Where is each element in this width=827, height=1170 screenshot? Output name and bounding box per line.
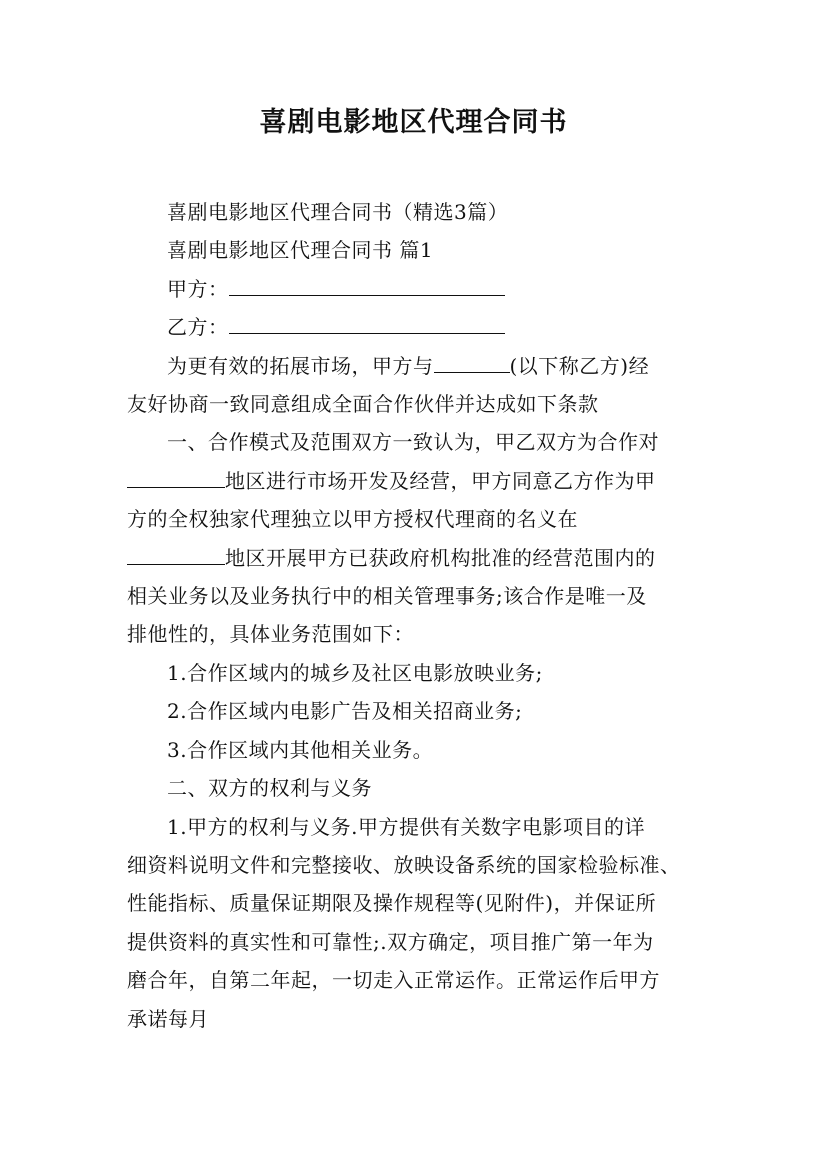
intro-blank [434,350,510,373]
intro-text-1a: 为更有效的拓展市场，甲方与 [167,353,434,378]
clause2-line-4: 提供资料的真实性和可靠性;.双方确定，项目推广第一年为 [127,929,654,954]
clause2-line-2: 细资料说明文件和完整接收、放映设备系统的国家检验标准、 [127,852,681,877]
intro-text-1b: (以下称乙方)经 [509,353,650,378]
party-b-label: 乙方： [167,315,229,340]
region-blank-1 [127,465,225,488]
party-a-label: 甲方： [167,276,229,301]
party-a-line [127,270,703,308]
clause1-text-4: 地区开展甲方已获政府机构批准的经营范围内的 [225,545,656,570]
list-item-2: 2.合作区域内电影广告及相关招商业务; [167,699,523,724]
clause2-line-1: 1.甲方的权利与义务.甲方提供有关数字电影项目的详 [167,814,645,839]
intro-line-1 [127,347,703,385]
document-body [127,193,703,1038]
document-title: 喜剧电影地区代理合同书 [259,107,568,138]
clause2-line-3: 性能指标、质量保证期限及操作规程等(见附件)，并保证所 [127,891,657,916]
list-item-1: 1.合作区域内的城乡及社区电影放映业务; [167,660,543,685]
list-item-3: 3.合作区域内其他相关业务。 [167,737,434,762]
clause2-heading: 二、双方的权利与义务 [167,776,372,801]
clause1-line-5: 相关业务以及业务执行中的相关管理事务;该合作是唯一及 [127,584,647,609]
party-b-line [127,308,703,346]
region-blank-2 [127,542,225,565]
clause1-line-4 [127,539,703,577]
clause1-text-2: 地区进行市场开发及经营，甲方同意乙方作为甲 [225,468,656,493]
party-b-blank [229,311,505,334]
clause2-line-5: 磨合年，自第二年起，一切走入正常运作。正常运作后甲方 [127,968,660,993]
document-subtitle: 喜剧电影地区代理合同书（精选3篇） [167,200,509,224]
clause1-line-1: 一、合作模式及范围双方一致认为，甲乙双方为合作对 [167,430,659,455]
intro-line-2: 友好协商一致同意组成全面合作伙伴并达成如下条款 [127,392,599,417]
section-heading: 喜剧电影地区代理合同书 篇1 [167,238,434,263]
party-a-blank [229,273,505,296]
clause1-line-2 [127,462,703,500]
clause2-line-6: 承诺每月 [127,1006,209,1031]
clause1-line-3: 方的全权独家代理独立以甲方授权代理商的名义在 [127,507,578,532]
clause1-line-6: 排他性的，具体业务范围如下： [127,622,414,647]
